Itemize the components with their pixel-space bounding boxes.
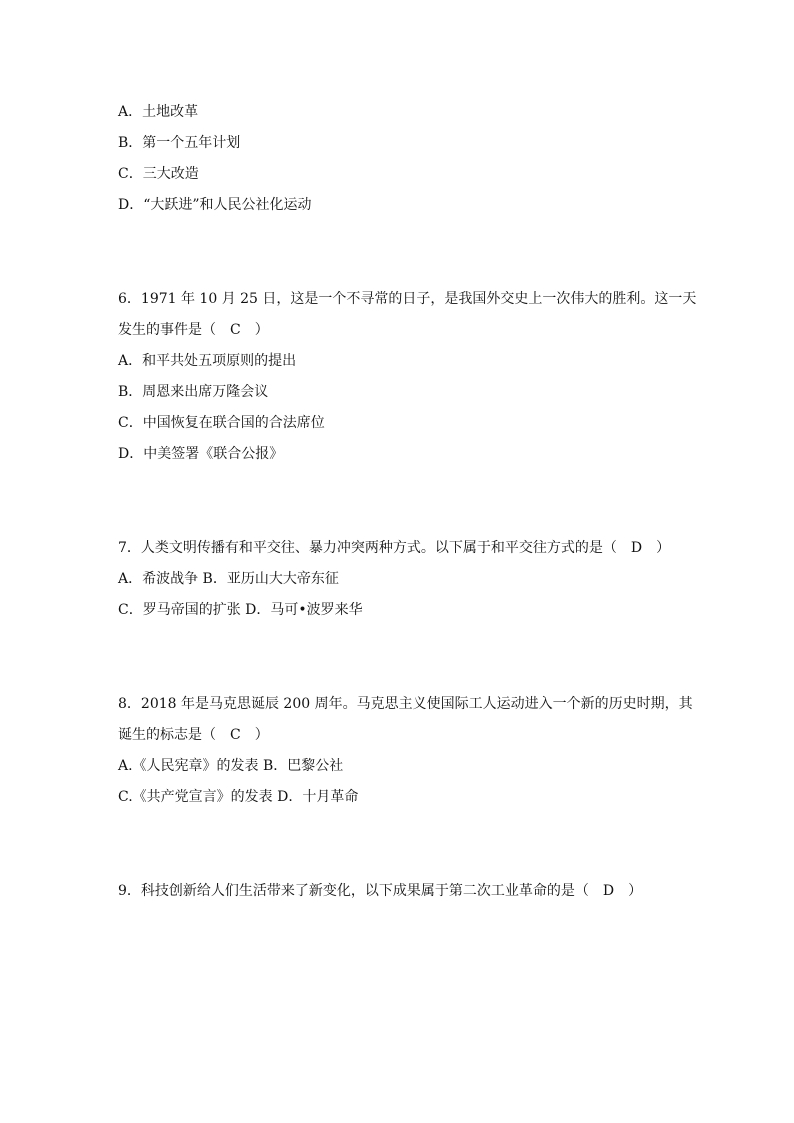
q6-option-a: A．和平共处五项原则的提出 — [118, 353, 297, 369]
q8-options-line2: C.《共产党宣言》的发表 D．十月革命 — [118, 789, 359, 805]
q6-option-c: C．中国恢复在联合国的合法席位 — [118, 415, 325, 431]
q6-option-b: B．周恩来出席万隆会议 — [118, 384, 269, 400]
q7-options-line2: C．罗马帝国的扩张 D．马可•波罗来华 — [118, 602, 363, 618]
q8-stem-line1: 8．2018 年是马克思诞辰 200 周年。马克思主义使国际工人运动进入一个新的历史时期，其 — [118, 696, 693, 712]
q5-option-b: B．第一个五年计划 — [118, 135, 241, 151]
q7-options-line1: A．希波战争 B．亚历山大大帝东征 — [118, 571, 339, 587]
q6-stem-line1: 6．1971 年 10 月 25 日，这是一个不寻常的日子，是我国外交史上一次伟大的胜利。这一天 — [118, 291, 697, 307]
q8-stem-line2: 诞生的标志是（ C ） — [118, 727, 269, 743]
q6-option-d: D．中美签署《联合公报》 — [118, 446, 284, 462]
q7-stem: 7．人类文明传播有和平交往、暴力冲突两种方式。以下属于和平交往方式的是（ D ） — [118, 540, 671, 556]
q9-stem: 9．科技创新给人们生活带来了新变化，以下成果属于第二次工业革命的是（ D ） — [118, 883, 643, 899]
q5-option-c: C．三大改造 — [118, 166, 199, 182]
q5-option-d: D．“大跃进”和人民公社化运动 — [118, 197, 312, 213]
q8-options-line1: A.《人民宪章》的发表 B．巴黎公社 — [118, 758, 344, 774]
q6-stem-line2: 发生的事件是（ C ） — [118, 322, 269, 338]
q5-option-a: A．土地改革 — [118, 104, 199, 120]
